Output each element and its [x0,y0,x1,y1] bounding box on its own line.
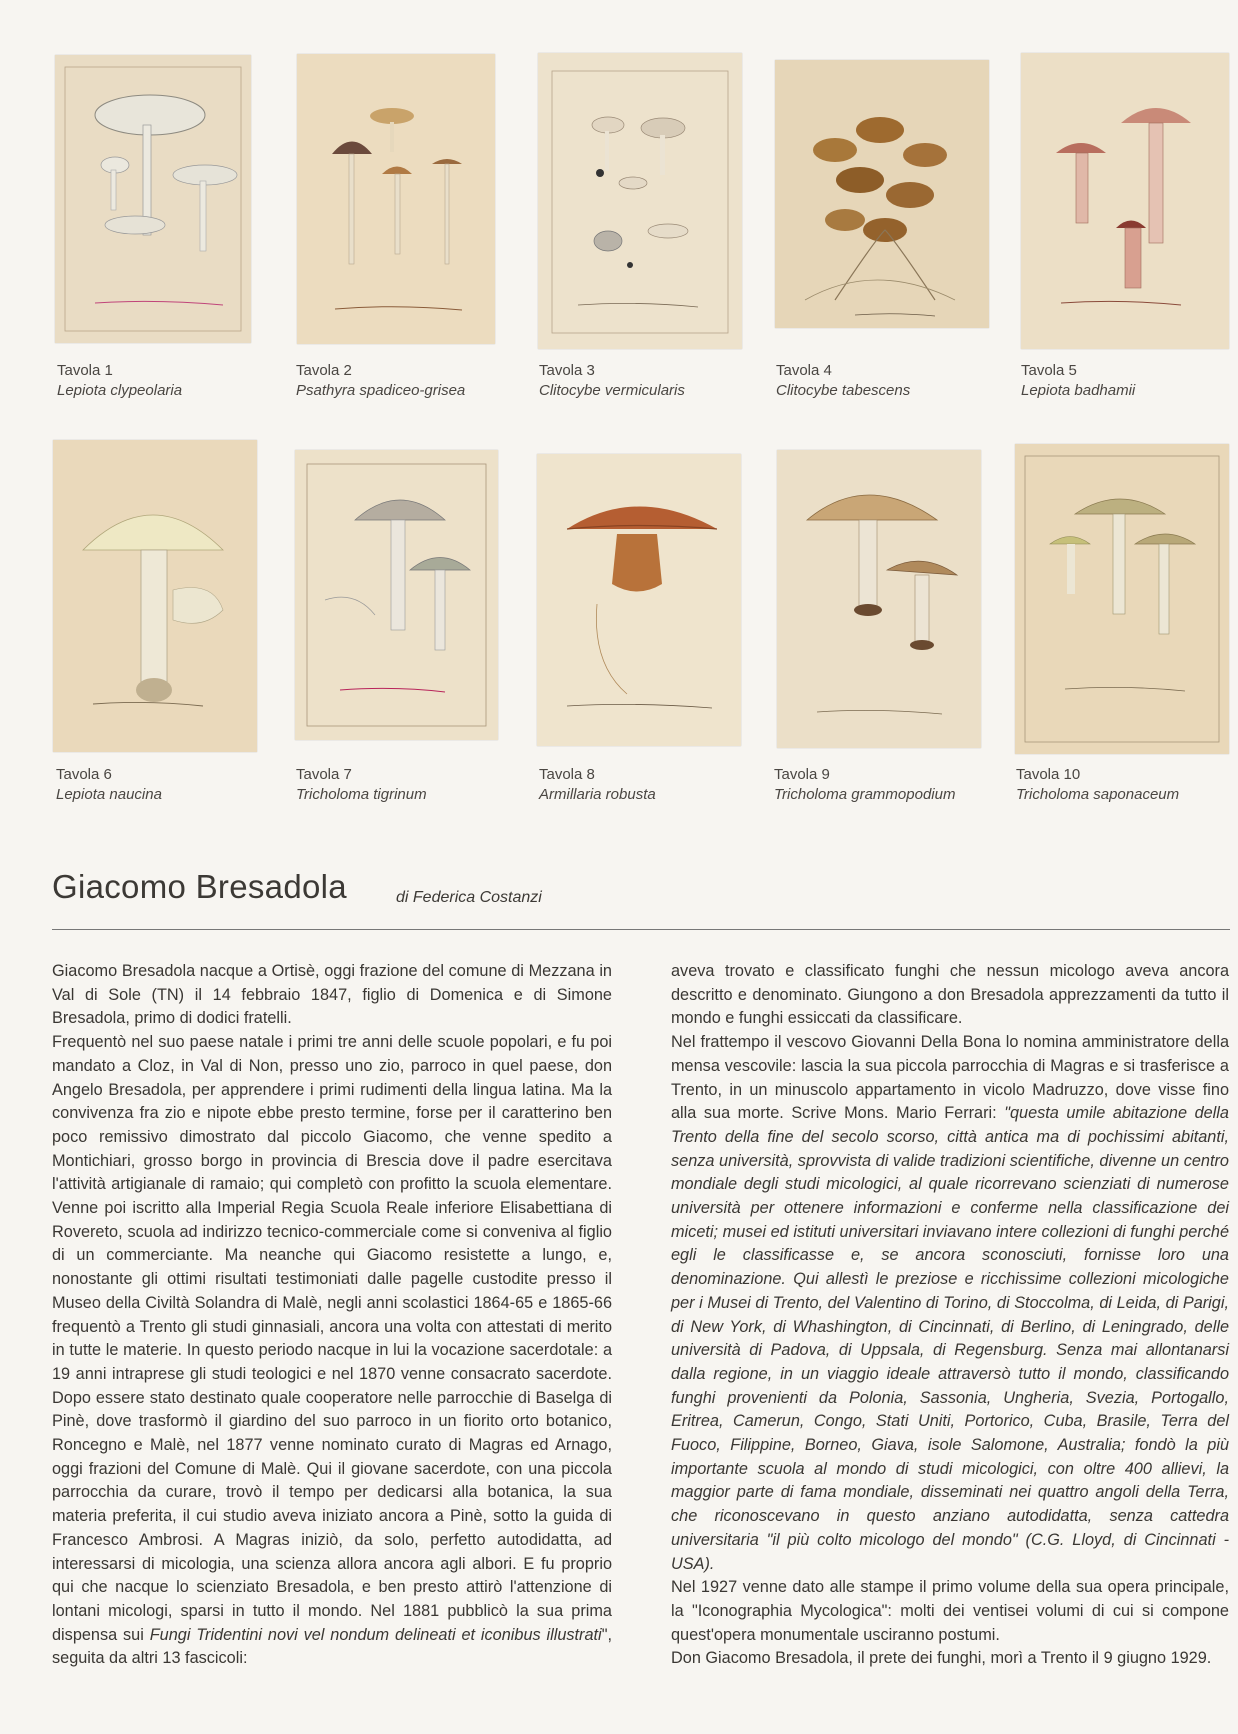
plate-caption [296,361,465,401]
plate-3 [538,53,742,349]
plate-number: Tavola 6 [56,766,112,783]
title-divider [52,929,1230,930]
plate-species: Armillaria robusta [539,786,656,803]
plate-species: Tricholoma tigrinum [296,786,427,803]
plate-4-illustration [775,60,989,328]
plate-number: Tavola 10 [1016,766,1081,783]
plate-number: Tavola 2 [296,362,352,379]
plate-9 [777,450,981,748]
plate-number: Tavola 5 [1021,362,1077,379]
plate-species: Lepiota badhamii [1021,382,1136,399]
plate-caption [1016,765,1179,805]
plate-10 [1015,444,1229,754]
plate-number: Tavola 8 [539,766,595,783]
plate-2 [297,54,495,344]
paragraph-text: Frequentò nel suo paese natale i primi tre anni delle scuole popolari, e fu poi mandato a Cloz, in Val di Non, presso uno zio, parroco in quel paese, don Angelo Bresadola, per apprendere i primi rudimenti della lingua latina. Ma la convivenza fra zio e nipote ebbe presto termine, forse per il caratterino ben poco remissivo dimostrato dal piccolo Giacomo, che venne spedito a Montichiari, grosso borgo in provincia di Brescia dove il padre esercitava l'attività artigianale di ramaio; qui completò con profitto la scuola elementare. Venne poi iscritto alla Imperial Regia Scuola Reale inferiore Elisabettiana di Rovereto, scuola ad indirizzo tecnico-commerciale come si conveniva al figlio di un commerciante. Ma neanche qui Giacomo resistette a lungo, e, nonostante gli ottimi risultati testimoniati dalle pagelle custodite presso il Museo della Civiltà Solandra di Malè, negli anni scolastici 1864-65 e 1865-66 frequentò a Trento gli studi ginnasiali, ancora una volta con attestati di merito in tutte le materie. In questo periodo nacque in lui la vocazione sacerdotale: a 19 anni intraprese gli studi teologici e nel 1870 venne consacrato sacerdote. Dopo essere stato destinato quale cooperatore nelle parrocchie di Baselga di Pinè, dove trasformò il giardino del suo parroco in un fiorito orto botanico, Roncegno e Malè, nel 1877 venne nominato curato di Magras ed Arnago, oggi frazioni del Comune di Malè. Qui il giovane sacerdote, con una piccola parrocchia da curare, trovò il tempo per dedicarsi alla botanica, la sua materia preferita, il cui studio aveva iniziato ancora a Pinè, sotto la guida di Francesco Ambrosi. A Magras iniziò, da solo, perfetto autodidatta, ad interessarsi di micologia, una scienza allora ancora agli albori. E fu proprio qui che nacque lo scienziato Bresadola, e ben presto attirò l'attenzione di lontani micologi, sparsi in tutto il mondo. Nel 1881 pubblicò la sua prima dispensa sui [52,1033,612,1644]
plate-7-illustration [295,450,498,740]
plate-8 [537,454,741,746]
paragraph-text: ", seguita da altri 13 fascicoli: [52,1625,612,1668]
plate-species: Tricholoma saponaceum [1016,786,1180,803]
article-column-1 [52,960,612,1671]
plate-species: Clitocybe tabescens [776,382,911,399]
plate-caption [57,361,182,401]
plate-1-illustration [55,55,251,343]
publication-title: Fungi Tridentini novi vel nondum delineati et iconibus illustrati [149,1625,602,1644]
article-column-2 [671,960,1229,1671]
plate-species: Tricholoma grammopodium [774,786,956,803]
plate-species: Clitocybe vermicularis [539,382,685,399]
plate-10-illustration [1015,444,1229,754]
plate-number: Tavola 3 [539,362,595,379]
plate-6 [53,440,257,752]
plate-number: Tavola 9 [774,766,830,783]
quotation: "questa umile abitazione della Trento della fine del secolo scorso, città antica ma di pochissimi abitanti, senza università, sprovvista di valide tradizioni scientifiche, divenne un centro mondiale degli studi micologici, al quale ricorrevano scienziati di numerose università per ottenere informazioni e conferme nella classificazione dei miceti; musei ed istituti universitari inviavano intere collezioni di funghi perché egli le classificasse e, se ancora sconosciuti, fornisse loro una denominazione. Qui allestì le preziose e ricchissime collezioni micologiche per i Musei di Trento, del Valentino di Torino, di Stoccolma, di Leida, di Parigi, di New York, di Whashington, di Cincinnati, di Berlino, di Leningrado, delle università di Padova, di Uppsala, di Regensburg. Senza mai allontanarsi dalla regione, in un viaggio ideale attraversò tutto il mondo, classificando funghi provenienti da Polonia, Sassonia, Ungheria, Svezia, Portogallo, Eritrea, Camerun, Congo, Stati Uniti, Portorico, Cuba, Brasile, Terra del Fuoco, Filippine, Borneo, Giava, isole Salomone, Australia; fondò la più importante scuola al mondo di studi micologici, con oltre 400 allievi, la maggior parte di fama mondiale, disseminati nei quattro angoli della Terra, che riconoscevano in questo anziano autodidatta, senza cattedra universitaria "il più colto micologo del mondo" (C.G. Lloyd, di Cincinnati - USA). [671,1104,1229,1573]
plate-caption [296,765,427,805]
plate-species: Lepiota clypeolaria [57,382,183,399]
plate-number: Tavola 4 [776,362,832,379]
plate-caption [539,765,656,805]
plate-number: Tavola 1 [57,362,113,379]
paragraph [52,1031,612,1671]
plate-species: Lepiota naucina [56,786,162,803]
plate-8-illustration [537,454,741,746]
article-byline: di Federica Costanzi [396,889,542,906]
plate-7 [295,450,498,740]
plate-4 [775,60,989,328]
paragraph: aveva trovato e classificato funghi che nessun micologo aveva ancora descritto e denominato. Giungono a don Bresadola apprezzamenti da tutto il mondo e funghi essiccati da classificare. [671,962,1229,1028]
plate-caption [1021,361,1135,401]
plate-number: Tavola 7 [296,766,352,783]
plate-caption [539,361,685,401]
plate-5-illustration [1021,53,1229,349]
paragraph-text: Nel frattempo il vescovo Giovanni Della Bona lo nomina amministratore della mensa vescovile: lascia la sua piccola parrocchia di Magras e si trasferisce a Trento, in un minuscolo appartamento in vicolo Madruzzo, dove visse fino alla sua morte. Scrive Mons. Mario Ferrari: [671,1033,1229,1123]
plate-5 [1021,53,1229,349]
paragraph: Nel 1927 venne dato alle stampe il primo volume della sua opera principale, la "Iconographia Mycologica": molti dei ventisei volumi di cui si compone quest'opera monumentale usciranno postumi. [671,1578,1229,1644]
plate-3-illustration [538,53,742,349]
plate-caption [774,765,955,805]
paragraph: Giacomo Bresadola nacque a Ortisè, oggi frazione del comune di Mezzana in Val di Sole (TN) il 14 febbraio 1847, figlio di Domenica e di Simone Bresadola, primo di dodici fratelli. [52,962,612,1028]
plate-6-illustration [53,440,257,752]
plate-species: Psathyra spadiceo-grisea [296,382,466,399]
plate-caption [56,765,162,805]
plate-2-illustration [297,54,495,344]
paragraph: Don Giacomo Bresadola, il prete dei funghi, morì a Trento il 9 giugno 1929. [671,1649,1212,1668]
plate-caption [776,361,910,401]
article-title: Giacomo Bresadola [52,868,347,905]
plate-9-illustration [777,450,981,748]
paragraph [671,1031,1229,1576]
plate-1 [55,55,251,343]
